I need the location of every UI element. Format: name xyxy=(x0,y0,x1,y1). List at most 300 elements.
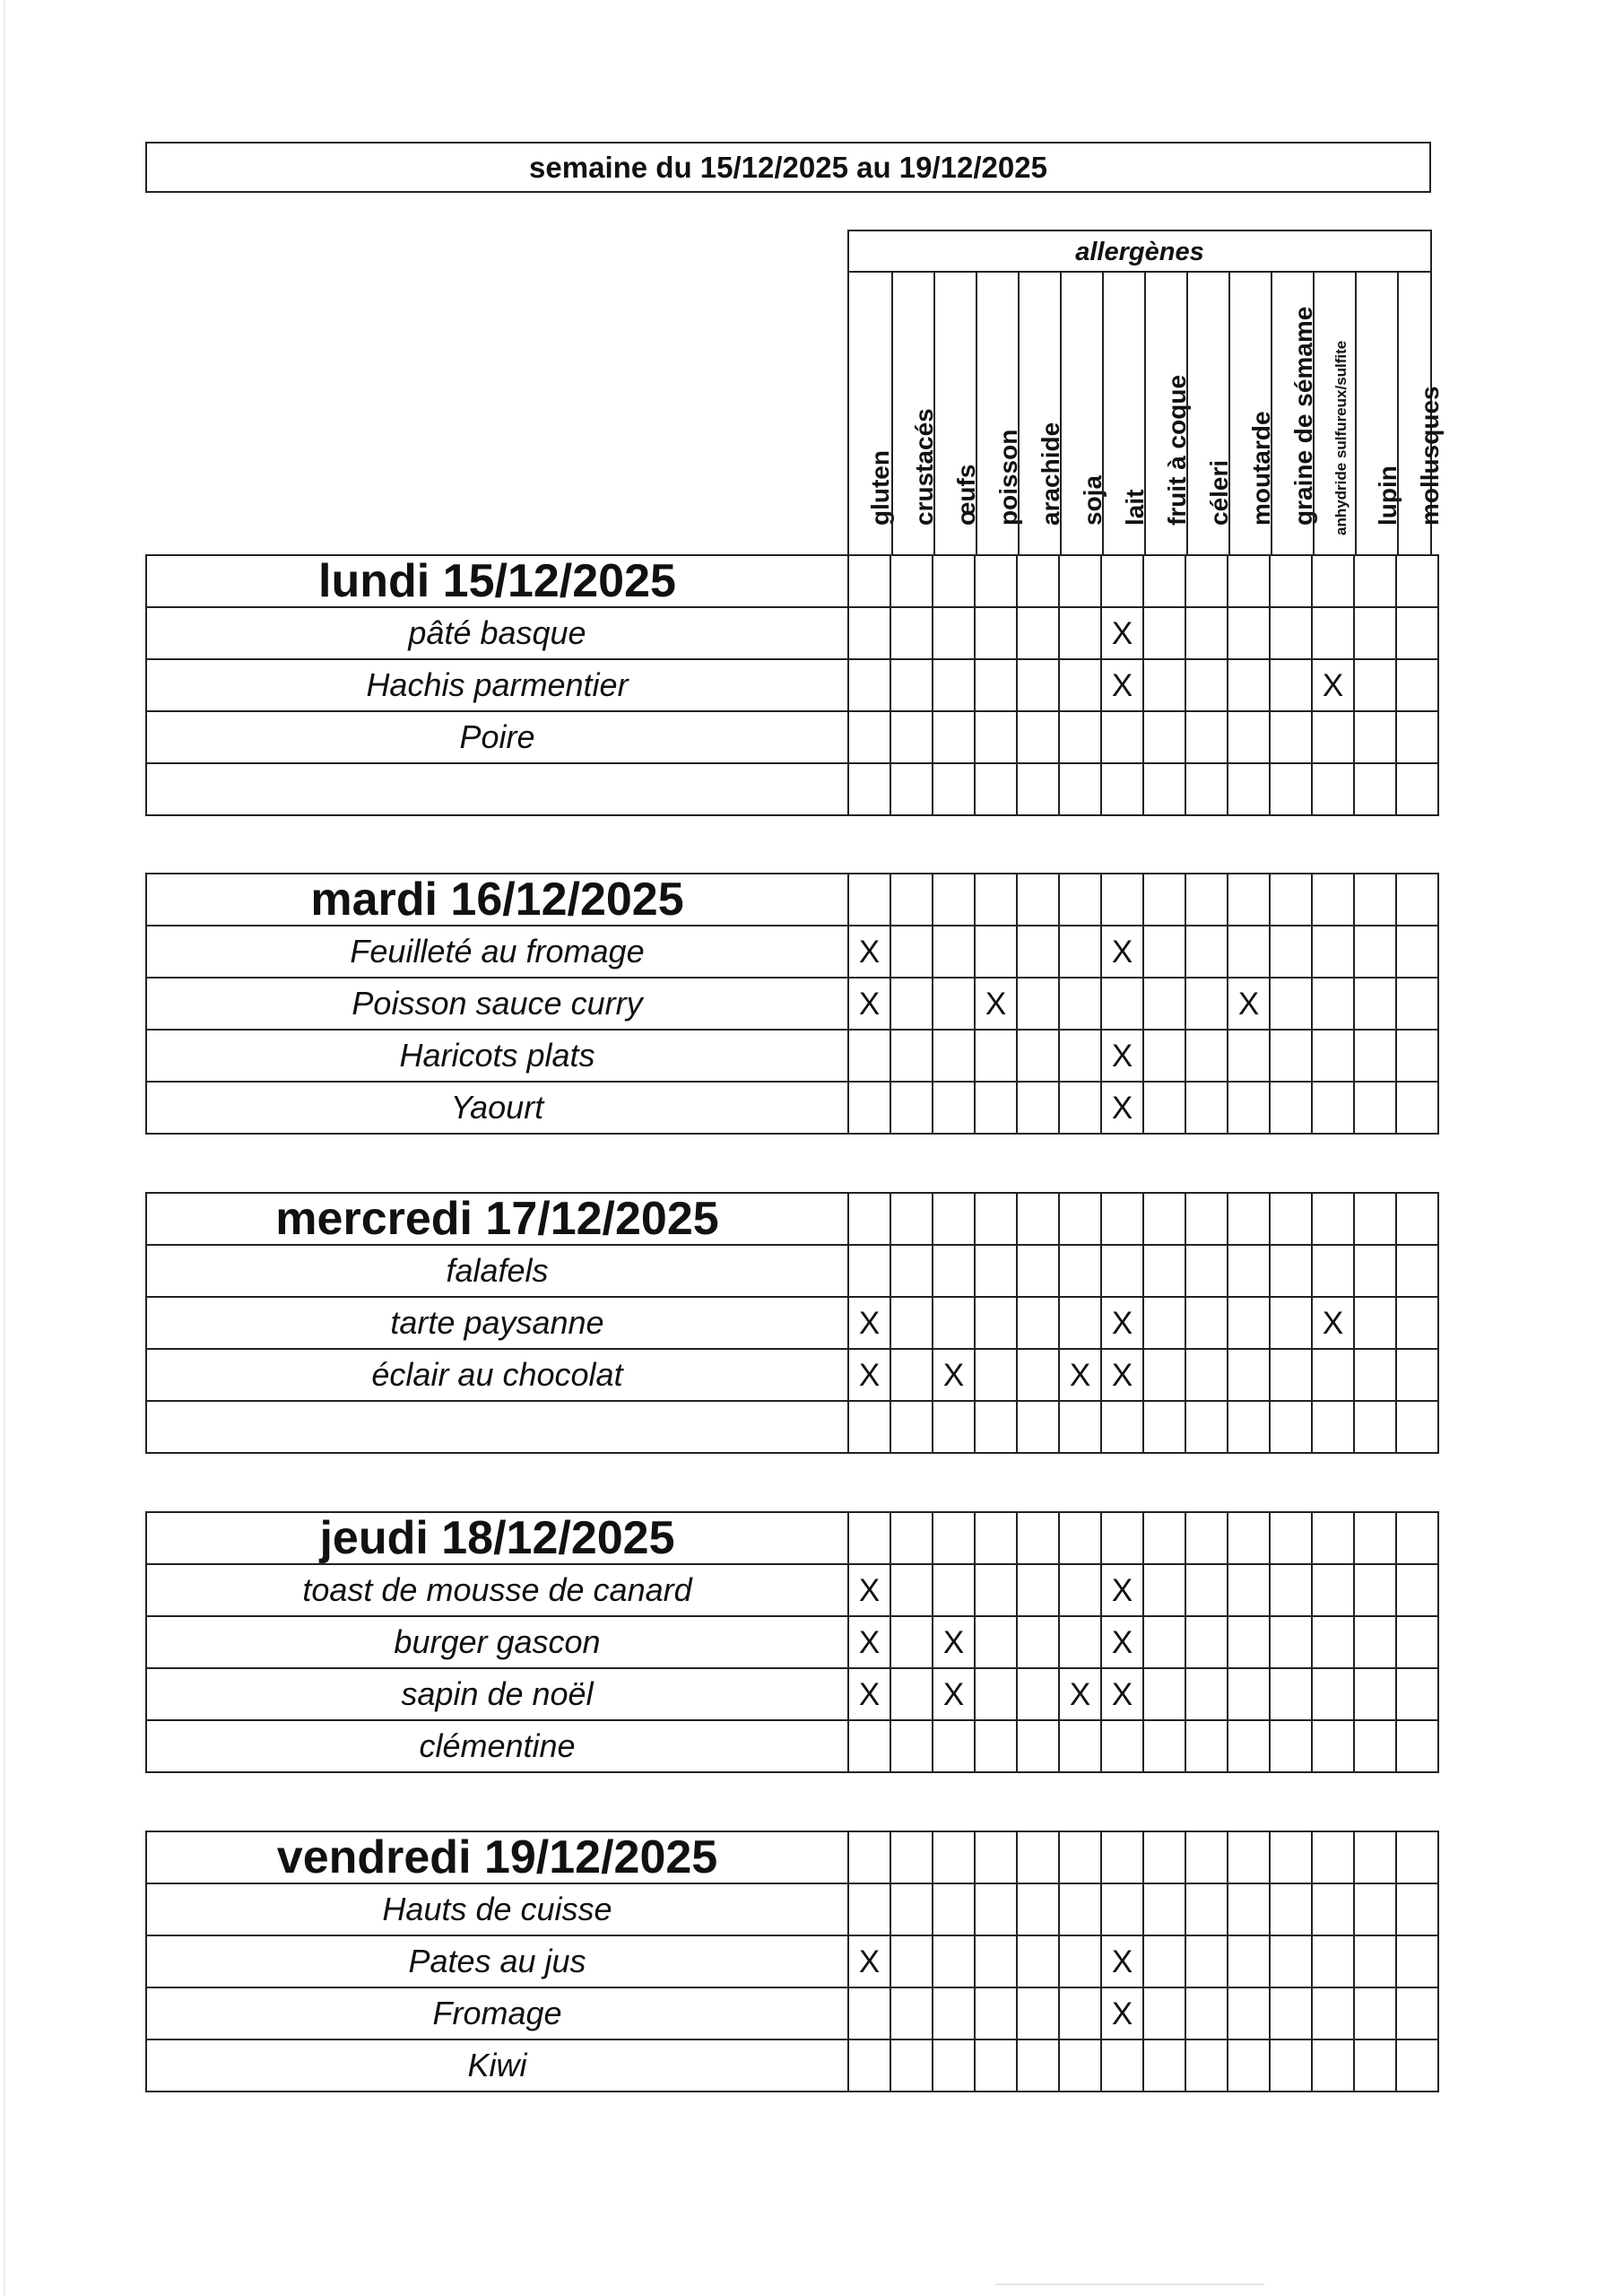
allergen-cell xyxy=(975,1245,1017,1297)
day-table xyxy=(145,1511,1439,1773)
allergen-cell xyxy=(975,1401,1017,1453)
allergen-cell xyxy=(1354,874,1396,926)
allergen-cell xyxy=(1185,1401,1228,1453)
allergen-cell xyxy=(1017,1720,1059,1772)
allergen-cell xyxy=(975,1030,1017,1082)
allergen-column xyxy=(1060,273,1107,556)
dish-row xyxy=(146,659,1438,711)
dish-row xyxy=(146,1720,1438,1772)
allergen-cell xyxy=(1101,1193,1143,1245)
allergen-cell xyxy=(1185,926,1228,978)
allergen-cell xyxy=(933,1512,975,1564)
allergen-cell xyxy=(1143,659,1185,711)
allergen-cell xyxy=(1059,763,1101,815)
allergen-cell xyxy=(1270,1883,1312,1935)
allergen-cell xyxy=(1143,978,1185,1030)
allergen-cell xyxy=(1017,607,1059,659)
allergen-cell xyxy=(1270,1564,1312,1616)
allergen-cell xyxy=(1143,1935,1185,1987)
allergen-cell xyxy=(890,555,933,607)
allergen-cell xyxy=(1396,607,1438,659)
allergen-cell xyxy=(1396,763,1438,815)
allergen-cell xyxy=(1396,1401,1438,1453)
allergen-label: lait xyxy=(1121,489,1149,526)
allergen-cell xyxy=(1143,1401,1185,1453)
allergen-cell xyxy=(933,555,975,607)
allergen-cell xyxy=(1059,659,1101,711)
allergen-cell xyxy=(890,1668,933,1720)
allergen-cell xyxy=(890,1883,933,1935)
dish-row xyxy=(146,1297,1438,1349)
allergen-column xyxy=(1186,273,1233,556)
allergen-cell xyxy=(1185,1616,1228,1668)
allergen-cell xyxy=(1059,978,1101,1030)
allergen-cell xyxy=(975,926,1017,978)
day-title: lundi 15/12/2025 xyxy=(146,555,848,607)
dish-row xyxy=(146,1030,1438,1082)
allergen-cell xyxy=(1354,1512,1396,1564)
allergen-cell xyxy=(1143,2039,1185,2092)
allergen-label: graine de sémame xyxy=(1289,306,1317,526)
allergen-cell xyxy=(1396,711,1438,763)
allergen-cell xyxy=(1270,1512,1312,1564)
allergen-cell xyxy=(1396,2039,1438,2092)
allergen-cell: X xyxy=(848,1616,890,1668)
allergen-cell xyxy=(1143,1616,1185,1668)
dish-name: toast de mousse de canard xyxy=(146,1564,848,1616)
allergen-cell xyxy=(1312,1030,1354,1082)
allergen-cell xyxy=(1228,1193,1270,1245)
allergen-cell xyxy=(1017,1297,1059,1349)
allergen-column xyxy=(976,273,1022,556)
allergen-cell xyxy=(933,607,975,659)
day-title: mardi 16/12/2025 xyxy=(146,874,848,926)
allergen-cell: X xyxy=(848,1668,890,1720)
allergen-cell xyxy=(848,607,890,659)
dish-name: clémentine xyxy=(146,1720,848,1772)
allergen-cell xyxy=(1228,1987,1270,2039)
allergen-cell: X xyxy=(848,1297,890,1349)
allergen-column xyxy=(1313,273,1355,556)
allergen-cell xyxy=(1185,1883,1228,1935)
dish-name: Kiwi xyxy=(146,2039,848,2092)
allergen-cell xyxy=(975,1564,1017,1616)
allergen-cell xyxy=(1396,978,1438,1030)
allergen-cell xyxy=(1396,1512,1438,1564)
dish-name: éclair au chocolat xyxy=(146,1349,848,1401)
allergen-cell xyxy=(975,659,1017,711)
allergen-cell xyxy=(1228,1883,1270,1935)
allergen-cell xyxy=(1312,1831,1354,1883)
dish-row xyxy=(146,1245,1438,1297)
allergen-cell xyxy=(890,874,933,926)
allergen-cell: X xyxy=(933,1349,975,1401)
allergen-cell xyxy=(890,607,933,659)
allergen-cell xyxy=(975,1668,1017,1720)
allergen-cell xyxy=(848,1193,890,1245)
allergen-cell xyxy=(1354,978,1396,1030)
allergen-cell xyxy=(1101,874,1143,926)
dish-row xyxy=(146,1349,1438,1401)
allergen-cell xyxy=(1228,1512,1270,1564)
allergen-cell xyxy=(1312,711,1354,763)
allergen-cell xyxy=(1228,1030,1270,1082)
allergen-cell xyxy=(890,1987,933,2039)
allergen-cell xyxy=(1354,1668,1396,1720)
allergen-cell xyxy=(1228,555,1270,607)
allergen-cell xyxy=(1185,1987,1228,2039)
allergen-cell xyxy=(1270,659,1312,711)
allergen-cell xyxy=(1143,763,1185,815)
dish-name: burger gascon xyxy=(146,1616,848,1668)
allergen-cell xyxy=(1396,926,1438,978)
allergen-cell xyxy=(1396,1831,1438,1883)
allergen-cell xyxy=(933,1193,975,1245)
allergen-cell xyxy=(1270,1935,1312,1987)
allergen-cell xyxy=(1059,1883,1101,1935)
allergen-cell xyxy=(1270,607,1312,659)
allergen-cell: X xyxy=(1101,1082,1143,1134)
allergen-cell xyxy=(1017,659,1059,711)
allergen-cell xyxy=(1270,2039,1312,2092)
allergen-cell xyxy=(1228,1935,1270,1987)
dish-name: Poire xyxy=(146,711,848,763)
allergen-cell xyxy=(1312,926,1354,978)
dish-name xyxy=(146,1401,848,1453)
allergen-cell xyxy=(1059,1401,1101,1453)
day-title: jeudi 18/12/2025 xyxy=(146,1512,848,1564)
allergen-cell xyxy=(1354,1564,1396,1616)
allergen-column xyxy=(1102,273,1149,556)
allergen-cell xyxy=(1185,1082,1228,1134)
allergen-cell xyxy=(1354,926,1396,978)
allergen-cell: X xyxy=(1101,926,1143,978)
allergen-cell xyxy=(1312,1935,1354,1987)
allergen-cell xyxy=(1270,926,1312,978)
allergen-cell xyxy=(1017,1082,1059,1134)
allergen-cell xyxy=(1101,555,1143,607)
allergen-cell xyxy=(1270,1193,1312,1245)
dish-row xyxy=(146,711,1438,763)
day-table xyxy=(145,554,1439,816)
allergen-cell xyxy=(1017,1245,1059,1297)
dish-name: tarte paysanne xyxy=(146,1297,848,1349)
allergen-cell xyxy=(1059,1193,1101,1245)
allergen-cell xyxy=(975,607,1017,659)
dish-name xyxy=(146,763,848,815)
allergen-cell xyxy=(1396,1245,1438,1297)
allergen-cell xyxy=(1270,1668,1312,1720)
allergen-cell: X xyxy=(848,1349,890,1401)
day-title-row xyxy=(146,555,1438,607)
allergen-cell xyxy=(890,659,933,711)
dish-row xyxy=(146,1401,1438,1453)
allergen-cell xyxy=(848,1245,890,1297)
allergen-cell xyxy=(1270,711,1312,763)
allergen-column xyxy=(849,273,894,556)
dish-name: sapin de noël xyxy=(146,1668,848,1720)
allergen-cell xyxy=(933,2039,975,2092)
allergen-cell: X xyxy=(975,978,1017,1030)
week-title: semaine du 15/12/2025 au 19/12/2025 xyxy=(145,142,1431,193)
allergen-cell xyxy=(975,1193,1017,1245)
allergen-cell xyxy=(1017,1193,1059,1245)
allergen-cell: X xyxy=(1101,1564,1143,1616)
allergen-label: moutarde xyxy=(1247,411,1275,526)
allergen-cell xyxy=(1396,1030,1438,1082)
allergen-cell xyxy=(1185,711,1228,763)
allergen-cell xyxy=(1017,874,1059,926)
page-left-edge xyxy=(4,0,5,2296)
allergen-cell: X xyxy=(1228,978,1270,1030)
allergen-cell xyxy=(1396,874,1438,926)
allergen-cell xyxy=(1185,1564,1228,1616)
allergen-cell: X xyxy=(848,1935,890,1987)
dish-name: Hachis parmentier xyxy=(146,659,848,711)
allergen-cell xyxy=(1059,555,1101,607)
allergen-cell xyxy=(890,763,933,815)
day-title-row xyxy=(146,874,1438,926)
allergen-column xyxy=(1228,273,1275,556)
allergen-cell xyxy=(1143,1245,1185,1297)
allergen-cell xyxy=(1059,874,1101,926)
allergen-cell xyxy=(1101,763,1143,815)
allergen-cell xyxy=(1270,1082,1312,1134)
allergen-cell xyxy=(1354,1831,1396,1883)
allergen-cell: X xyxy=(848,1564,890,1616)
allergen-cell xyxy=(933,1245,975,1297)
allergen-cell xyxy=(1228,1564,1270,1616)
allergen-cell xyxy=(1017,1616,1059,1668)
allergen-cell xyxy=(1396,1883,1438,1935)
allergen-cell xyxy=(1270,1030,1312,1082)
allergen-cell xyxy=(1270,1401,1312,1453)
allergen-cell xyxy=(1017,1883,1059,1935)
allergen-cell xyxy=(1017,1512,1059,1564)
allergen-cell xyxy=(1312,1668,1354,1720)
allergen-cell xyxy=(933,1030,975,1082)
allergen-cell xyxy=(848,1401,890,1453)
allergen-cell xyxy=(1354,1030,1396,1082)
allergen-cell xyxy=(933,1883,975,1935)
allergen-cell xyxy=(1017,1935,1059,1987)
allergen-cell xyxy=(1228,1668,1270,1720)
allergen-cell: X xyxy=(1101,659,1143,711)
dish-name: Hauts de cuisse xyxy=(146,1883,848,1935)
allergen-cell xyxy=(848,1831,890,1883)
allergen-cell xyxy=(890,711,933,763)
dish-name: Pates au jus xyxy=(146,1935,848,1987)
allergen-cell xyxy=(1270,1349,1312,1401)
allergen-cell xyxy=(1270,763,1312,815)
allergen-cell xyxy=(975,1987,1017,2039)
allergen-cell xyxy=(1185,1349,1228,1401)
allergen-cell xyxy=(1101,1831,1143,1883)
allergen-cell xyxy=(1101,711,1143,763)
allergen-cell xyxy=(933,763,975,815)
allergen-cell xyxy=(1143,1720,1185,1772)
day-table xyxy=(145,1831,1439,2092)
allergen-cell xyxy=(1228,1401,1270,1453)
allergen-column xyxy=(1355,273,1402,556)
allergen-cell xyxy=(933,659,975,711)
allergen-cell xyxy=(1270,1616,1312,1668)
allergen-cell xyxy=(1312,1401,1354,1453)
allergen-cell: X xyxy=(1101,1935,1143,1987)
allergen-cell xyxy=(890,1564,933,1616)
allergen-label: œufs xyxy=(952,464,980,526)
allergen-cell xyxy=(933,1935,975,1987)
allergen-cell: X xyxy=(1059,1668,1101,1720)
allergen-cell xyxy=(1017,1564,1059,1616)
allergen-cell xyxy=(1059,2039,1101,2092)
allergen-cell xyxy=(848,874,890,926)
allergen-cell xyxy=(975,1297,1017,1349)
allergen-cell xyxy=(1059,1987,1101,2039)
allergen-cell xyxy=(975,1349,1017,1401)
allergen-cell xyxy=(1354,1193,1396,1245)
allergen-cell xyxy=(1017,1401,1059,1453)
allergen-cell xyxy=(1396,1987,1438,2039)
allergen-cell xyxy=(1312,978,1354,1030)
allergen-cell xyxy=(1185,607,1228,659)
allergen-cell xyxy=(1354,1720,1396,1772)
allergen-cell xyxy=(1059,926,1101,978)
dish-name: falafels xyxy=(146,1245,848,1297)
dish-row xyxy=(146,763,1438,815)
allergen-cell xyxy=(1354,1883,1396,1935)
allergen-cell: X xyxy=(1312,1297,1354,1349)
allergen-cell xyxy=(1185,1935,1228,1987)
allergen-cell xyxy=(1185,659,1228,711)
allergen-cell xyxy=(975,711,1017,763)
allergen-cell xyxy=(1143,1193,1185,1245)
allergen-cell xyxy=(1185,1512,1228,1564)
allergen-cell xyxy=(1270,1831,1312,1883)
allergen-label: anhydride sulfureux/sulfite xyxy=(1332,340,1350,535)
allergen-cell xyxy=(933,1720,975,1772)
allergen-cell xyxy=(1228,2039,1270,2092)
allergen-cell xyxy=(1185,763,1228,815)
allergen-cell xyxy=(975,1082,1017,1134)
allergen-cell xyxy=(1270,1987,1312,2039)
allergen-cell xyxy=(1185,1720,1228,1772)
allergen-cell xyxy=(890,1512,933,1564)
allergen-cell: X xyxy=(1101,1030,1143,1082)
allergen-cell xyxy=(890,1193,933,1245)
allergen-cell xyxy=(1143,1297,1185,1349)
allergen-cell xyxy=(1017,1668,1059,1720)
allergen-cell xyxy=(1185,1193,1228,1245)
allergen-cell xyxy=(1396,555,1438,607)
allergen-cell xyxy=(975,555,1017,607)
dish-name: pâté basque xyxy=(146,607,848,659)
allergen-cell xyxy=(1396,659,1438,711)
day-title: mercredi 17/12/2025 xyxy=(146,1193,848,1245)
allergen-cell xyxy=(1101,1883,1143,1935)
allergen-cell xyxy=(1228,1616,1270,1668)
dish-row xyxy=(146,2039,1438,2092)
allergen-cell xyxy=(848,1082,890,1134)
allergen-cell xyxy=(1059,1082,1101,1134)
allergen-cell xyxy=(1228,607,1270,659)
dish-row xyxy=(146,1987,1438,2039)
allergen-cell xyxy=(1354,1297,1396,1349)
dish-name: Haricots plats xyxy=(146,1030,848,1082)
allergen-cell: X xyxy=(1101,607,1143,659)
dish-row xyxy=(146,1668,1438,1720)
allergen-cell xyxy=(1101,1512,1143,1564)
allergen-cell xyxy=(1185,1030,1228,1082)
allergen-cell xyxy=(1270,555,1312,607)
allergen-column xyxy=(1271,273,1317,556)
allergen-cell xyxy=(1354,1987,1396,2039)
allergen-cell xyxy=(1396,1564,1438,1616)
day-title-row xyxy=(146,1193,1438,1245)
allergen-cell xyxy=(1101,978,1143,1030)
allergen-cell xyxy=(1354,1245,1396,1297)
allergen-cell xyxy=(1143,1883,1185,1935)
allergen-cell xyxy=(890,1935,933,1987)
allergen-cell xyxy=(1143,926,1185,978)
allergen-cell xyxy=(1228,1082,1270,1134)
allergen-cell xyxy=(890,1349,933,1401)
allergen-cell xyxy=(1312,1616,1354,1668)
allergen-cell xyxy=(1312,1720,1354,1772)
allergen-cell xyxy=(1312,874,1354,926)
allergen-header xyxy=(847,230,1444,554)
allergen-cell xyxy=(1017,763,1059,815)
allergen-column xyxy=(1144,273,1191,556)
allergen-cell xyxy=(1354,1349,1396,1401)
allergen-cell xyxy=(890,2039,933,2092)
allergen-cell xyxy=(1312,555,1354,607)
allergen-cell xyxy=(848,1030,890,1082)
allergen-cell xyxy=(890,978,933,1030)
allergen-cell xyxy=(1143,711,1185,763)
allergen-cell xyxy=(890,1616,933,1668)
allergen-cell xyxy=(848,1512,890,1564)
allergen-label: mollusques xyxy=(1416,386,1444,526)
allergen-cell: X xyxy=(848,978,890,1030)
allergen-label: poisson xyxy=(994,429,1022,526)
allergen-cell xyxy=(848,1883,890,1935)
allergen-cell xyxy=(933,1401,975,1453)
allergen-cell xyxy=(1312,1349,1354,1401)
allergen-column xyxy=(891,273,938,556)
day-table xyxy=(145,1192,1439,1454)
allergen-cell xyxy=(1354,711,1396,763)
allergen-cell xyxy=(1396,1082,1438,1134)
allergen-cell xyxy=(1312,1564,1354,1616)
allergen-cell xyxy=(1354,555,1396,607)
allergen-cell xyxy=(975,1512,1017,1564)
allergen-cell xyxy=(975,1831,1017,1883)
allergen-cell xyxy=(1143,1349,1185,1401)
allergen-cell xyxy=(890,1082,933,1134)
allergen-cell xyxy=(1059,1030,1101,1082)
allergen-cell xyxy=(1228,926,1270,978)
scan-artifact-line xyxy=(995,2283,1264,2285)
allergen-cell xyxy=(1059,711,1101,763)
dish-row xyxy=(146,1564,1438,1616)
dish-row xyxy=(146,1935,1438,1987)
allergen-cell xyxy=(1143,555,1185,607)
allergen-cell xyxy=(1396,1668,1438,1720)
dish-name: Poisson sauce curry xyxy=(146,978,848,1030)
allergen-cell xyxy=(1059,1720,1101,1772)
allergen-cell xyxy=(1270,1720,1312,1772)
